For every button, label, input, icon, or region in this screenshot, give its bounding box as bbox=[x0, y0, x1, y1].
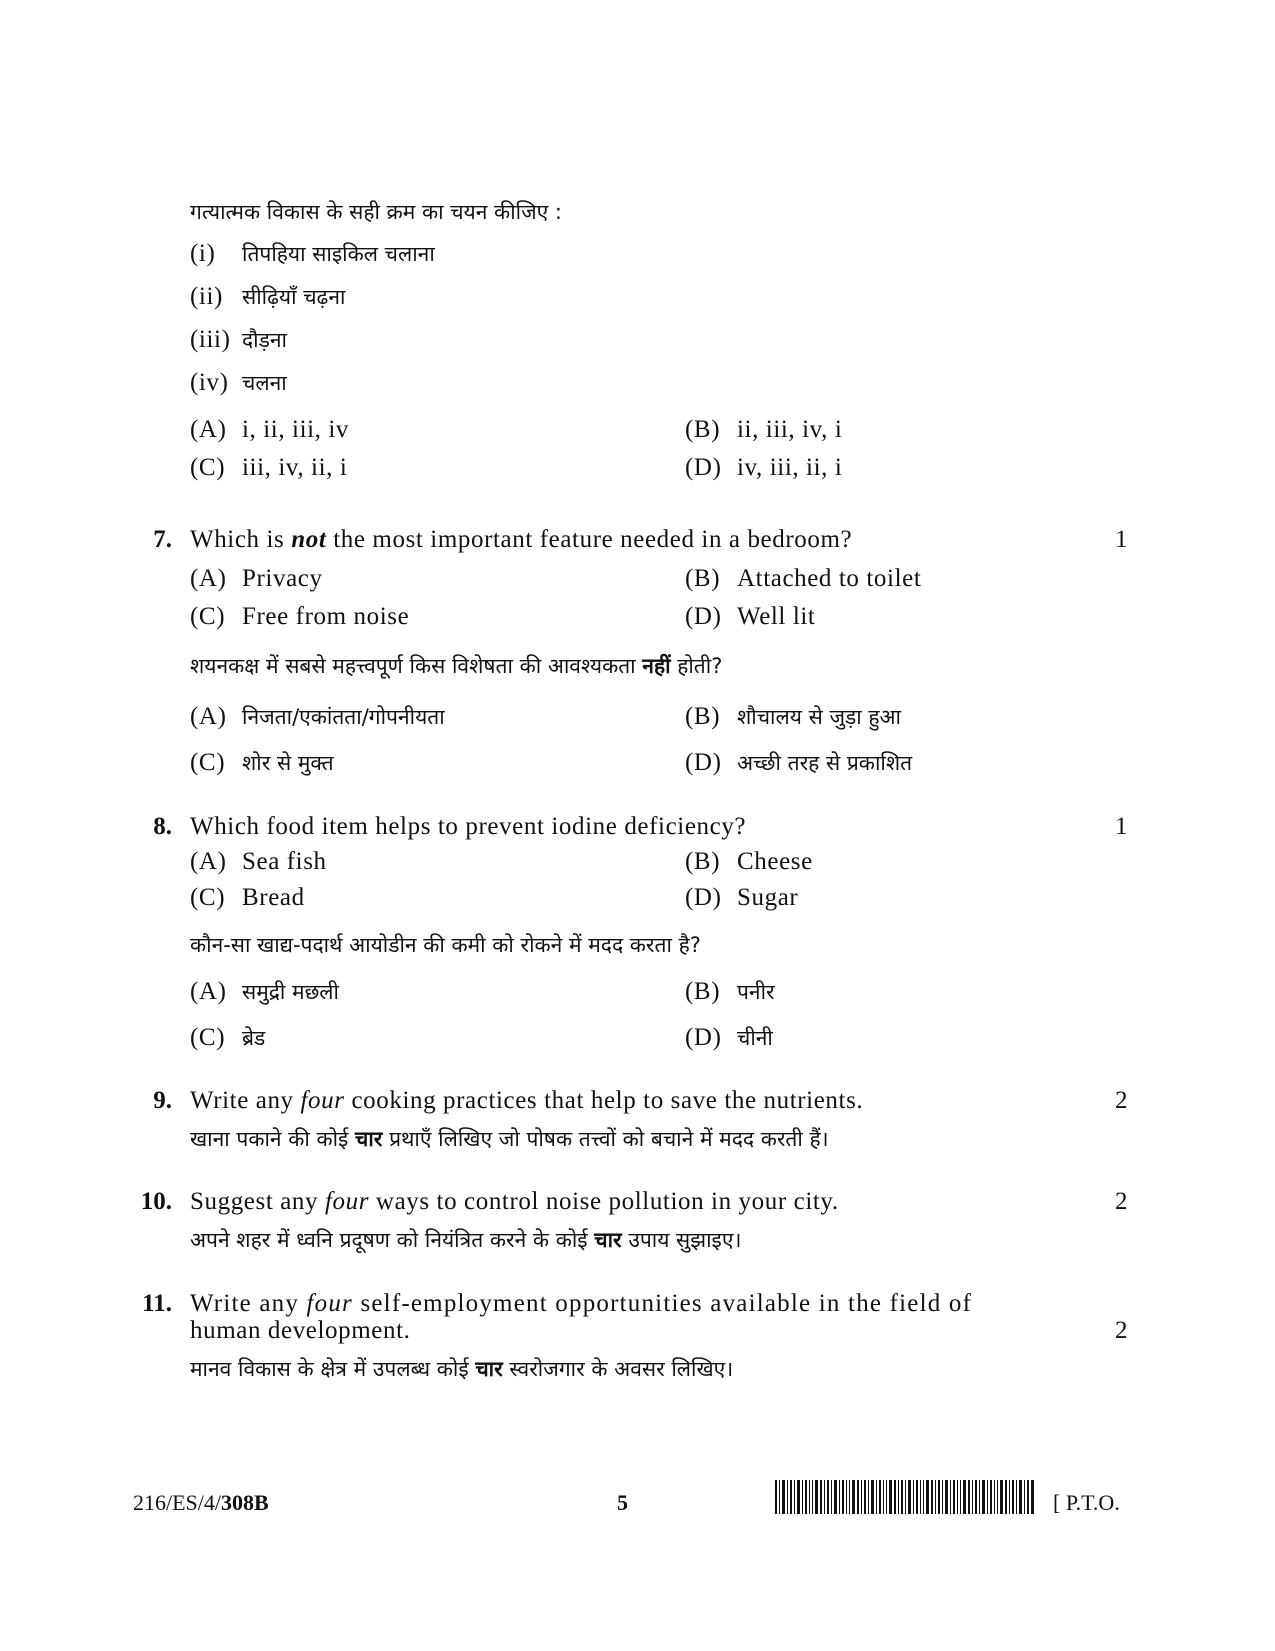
q9-hindi-after: प्रथाएँ लिखिए जो पोषक तत्त्वों को बचाने में मदद करती हैं। bbox=[382, 1127, 829, 1151]
option-label: (B) bbox=[685, 565, 721, 592]
item-label: (ii) bbox=[190, 283, 223, 310]
q9-hindi-bold: चार bbox=[355, 1127, 383, 1151]
option-text: i, ii, iii, iv bbox=[242, 416, 350, 443]
q8-option-c bbox=[190, 884, 305, 912]
q6-hindi-prompt: गत्यात्मक विकास के सही क्रम का चयन कीजिए : bbox=[190, 200, 563, 224]
q9-hindi-question bbox=[190, 1125, 829, 1153]
option-label: (C) bbox=[190, 454, 226, 481]
q10-number: 10. bbox=[140, 1188, 172, 1215]
q7-hindi-option-c bbox=[190, 749, 334, 777]
q11-hindi-before: मानव विकास के क्षेत्र में उपलब्ध कोई bbox=[190, 1357, 476, 1381]
q11-marks: 2 bbox=[1115, 1317, 1128, 1344]
option-text: चीनी bbox=[737, 1026, 773, 1050]
q7-option-a bbox=[190, 565, 323, 593]
q11-question-line2: human development. bbox=[190, 1317, 411, 1344]
q7-number: 7. bbox=[153, 526, 172, 553]
q10-text-after: ways to control noise pollution in your city. bbox=[369, 1188, 839, 1215]
paper-code-bold: 308B bbox=[221, 1490, 269, 1515]
q7-text-before: Which is bbox=[190, 526, 292, 553]
q7-hindi-bold: नहीं bbox=[642, 654, 671, 678]
q10-hindi-question bbox=[190, 1226, 741, 1254]
q9-hindi-before: खाना पकाने की कोई bbox=[190, 1127, 356, 1151]
item-text: चलना bbox=[242, 371, 287, 395]
q10-question bbox=[190, 1188, 839, 1216]
option-text: Cheese bbox=[737, 848, 813, 875]
option-label: (D) bbox=[685, 749, 722, 776]
q8-option-b bbox=[685, 848, 813, 876]
q8-question: Which food item helps to prevent iodine deficiency? bbox=[190, 813, 747, 840]
page-number: 5 bbox=[617, 1490, 628, 1515]
option-text: Sugar bbox=[737, 884, 799, 911]
q8-hindi-option-d bbox=[685, 1024, 773, 1052]
option-label: (D) bbox=[685, 603, 722, 630]
option-text: Well lit bbox=[737, 603, 816, 630]
option-label: (A) bbox=[190, 416, 227, 443]
q11-question-line1 bbox=[190, 1290, 972, 1318]
option-text: iv, iii, ii, i bbox=[737, 454, 843, 481]
q7-hindi-after: होती? bbox=[670, 654, 723, 678]
option-text: निजता/एकांतता/गोपनीयता bbox=[242, 705, 445, 729]
q10-text-emph: four bbox=[324, 1188, 370, 1215]
q10-text-before: Suggest any bbox=[190, 1188, 325, 1215]
q9-text-emph: four bbox=[300, 1087, 345, 1114]
q9-text-before: Write any bbox=[190, 1087, 301, 1114]
option-text: अच्छी तरह से प्रकाशित bbox=[737, 751, 913, 775]
q8-hindi-option-c bbox=[190, 1024, 265, 1052]
option-label: (D) bbox=[685, 454, 722, 481]
q9-marks: 2 bbox=[1115, 1087, 1128, 1114]
q6-option-b bbox=[685, 416, 842, 444]
q7-text-after: the most important feature needed in a bedroom? bbox=[326, 526, 853, 553]
q7-question bbox=[190, 526, 852, 554]
item-label: (i) bbox=[190, 240, 216, 267]
option-text: Free from noise bbox=[242, 603, 410, 630]
q6-option-c bbox=[190, 454, 347, 482]
option-label: (A) bbox=[190, 978, 227, 1005]
barcode-icon bbox=[775, 1480, 1035, 1514]
option-label: (A) bbox=[190, 848, 227, 875]
q11-hindi-after: स्वरोजगार के अवसर लिखिए। bbox=[502, 1357, 734, 1381]
q9-text-after: cooking practices that help to save the nutrients. bbox=[344, 1087, 864, 1114]
q8-marks: 1 bbox=[1115, 813, 1128, 840]
item-text: दौड़ना bbox=[242, 328, 287, 352]
q7-hindi-option-d bbox=[685, 749, 912, 777]
option-label: (A) bbox=[190, 565, 227, 592]
option-text: Bread bbox=[242, 884, 305, 911]
q7-marks: 1 bbox=[1115, 526, 1128, 553]
option-label: (D) bbox=[685, 1024, 722, 1051]
q10-hindi-after: उपाय सुझाइए। bbox=[621, 1228, 742, 1252]
pto-label: [ P.T.O. bbox=[1053, 1490, 1120, 1515]
option-text: iii, iv, ii, i bbox=[242, 454, 348, 481]
paper-code-prefix: 216/ES/4/ bbox=[133, 1490, 222, 1515]
q8-hindi-option-a bbox=[190, 978, 339, 1006]
q11-hindi-question bbox=[190, 1355, 733, 1383]
q7-text-emph: not bbox=[291, 526, 327, 553]
q9-question bbox=[190, 1087, 863, 1115]
q11-text-after: self-employment opportunities available in the field of bbox=[353, 1290, 973, 1317]
q7-option-b bbox=[685, 565, 921, 593]
option-text: समुद्री मछली bbox=[242, 980, 339, 1004]
option-text: शौचालय से जुड़ा हुआ bbox=[737, 705, 902, 729]
q6-option-d bbox=[685, 454, 842, 482]
option-text: ब्रेड bbox=[242, 1026, 266, 1050]
option-label: (C) bbox=[190, 749, 226, 776]
option-text: Attached to toilet bbox=[737, 565, 922, 592]
item-text: तिपहिया साइकिल चलाना bbox=[242, 242, 435, 266]
q8-hindi-question: कौन-सा खाद्य-पदार्थ आयोडीन की कमी को रोकने में मदद करता है? bbox=[190, 933, 701, 957]
q7-hindi-option-b bbox=[685, 703, 901, 731]
option-text: Privacy bbox=[242, 565, 323, 592]
option-label: (C) bbox=[190, 603, 226, 630]
q8-number: 8. bbox=[153, 813, 172, 840]
q10-hindi-before: अपने शहर में ध्वनि प्रदूषण को नियंत्रित करने के कोई bbox=[190, 1228, 595, 1252]
q7-hindi-option-a bbox=[190, 703, 445, 731]
q10-marks: 2 bbox=[1115, 1188, 1128, 1215]
option-text: पनीर bbox=[737, 980, 775, 1004]
item-label: (iii) bbox=[190, 326, 231, 353]
paper-code bbox=[133, 1490, 269, 1516]
item-label: (iv) bbox=[190, 369, 229, 396]
option-label: (A) bbox=[190, 703, 227, 730]
option-text: ii, iii, iv, i bbox=[737, 416, 843, 443]
q7-option-d bbox=[685, 603, 815, 631]
option-label: (B) bbox=[685, 416, 721, 443]
q11-text-before: Write any bbox=[190, 1290, 307, 1317]
q10-hindi-bold: चार bbox=[594, 1228, 622, 1252]
q6-item-2 bbox=[190, 283, 345, 311]
q11-text-emph: four bbox=[306, 1290, 353, 1317]
q7-option-c bbox=[190, 603, 409, 631]
option-label: (C) bbox=[190, 884, 226, 911]
q6-option-a bbox=[190, 416, 349, 444]
option-text: शोर से मुक्त bbox=[242, 751, 334, 775]
q6-item-1 bbox=[190, 240, 435, 268]
q7-hindi-before: शयनकक्ष में सबसे महत्त्वपूर्ण किस विशेषता की आवश्यकता bbox=[190, 654, 643, 678]
q11-hindi-bold: चार bbox=[475, 1357, 503, 1381]
option-label: (B) bbox=[685, 848, 721, 875]
option-label: (B) bbox=[685, 978, 721, 1005]
option-label: (C) bbox=[190, 1024, 226, 1051]
q8-hindi-option-b bbox=[685, 978, 775, 1006]
item-text: सीढ़ियाँ चढ़ना bbox=[242, 285, 346, 309]
option-text: Sea fish bbox=[242, 848, 327, 875]
q11-number: 11. bbox=[142, 1290, 172, 1317]
q8-option-a bbox=[190, 848, 327, 876]
q9-number: 9. bbox=[153, 1087, 172, 1114]
q8-option-d bbox=[685, 884, 798, 912]
option-label: (D) bbox=[685, 884, 722, 911]
q7-hindi-question bbox=[190, 652, 722, 680]
option-label: (B) bbox=[685, 703, 721, 730]
q6-item-3 bbox=[190, 326, 287, 354]
q6-item-4 bbox=[190, 369, 287, 397]
